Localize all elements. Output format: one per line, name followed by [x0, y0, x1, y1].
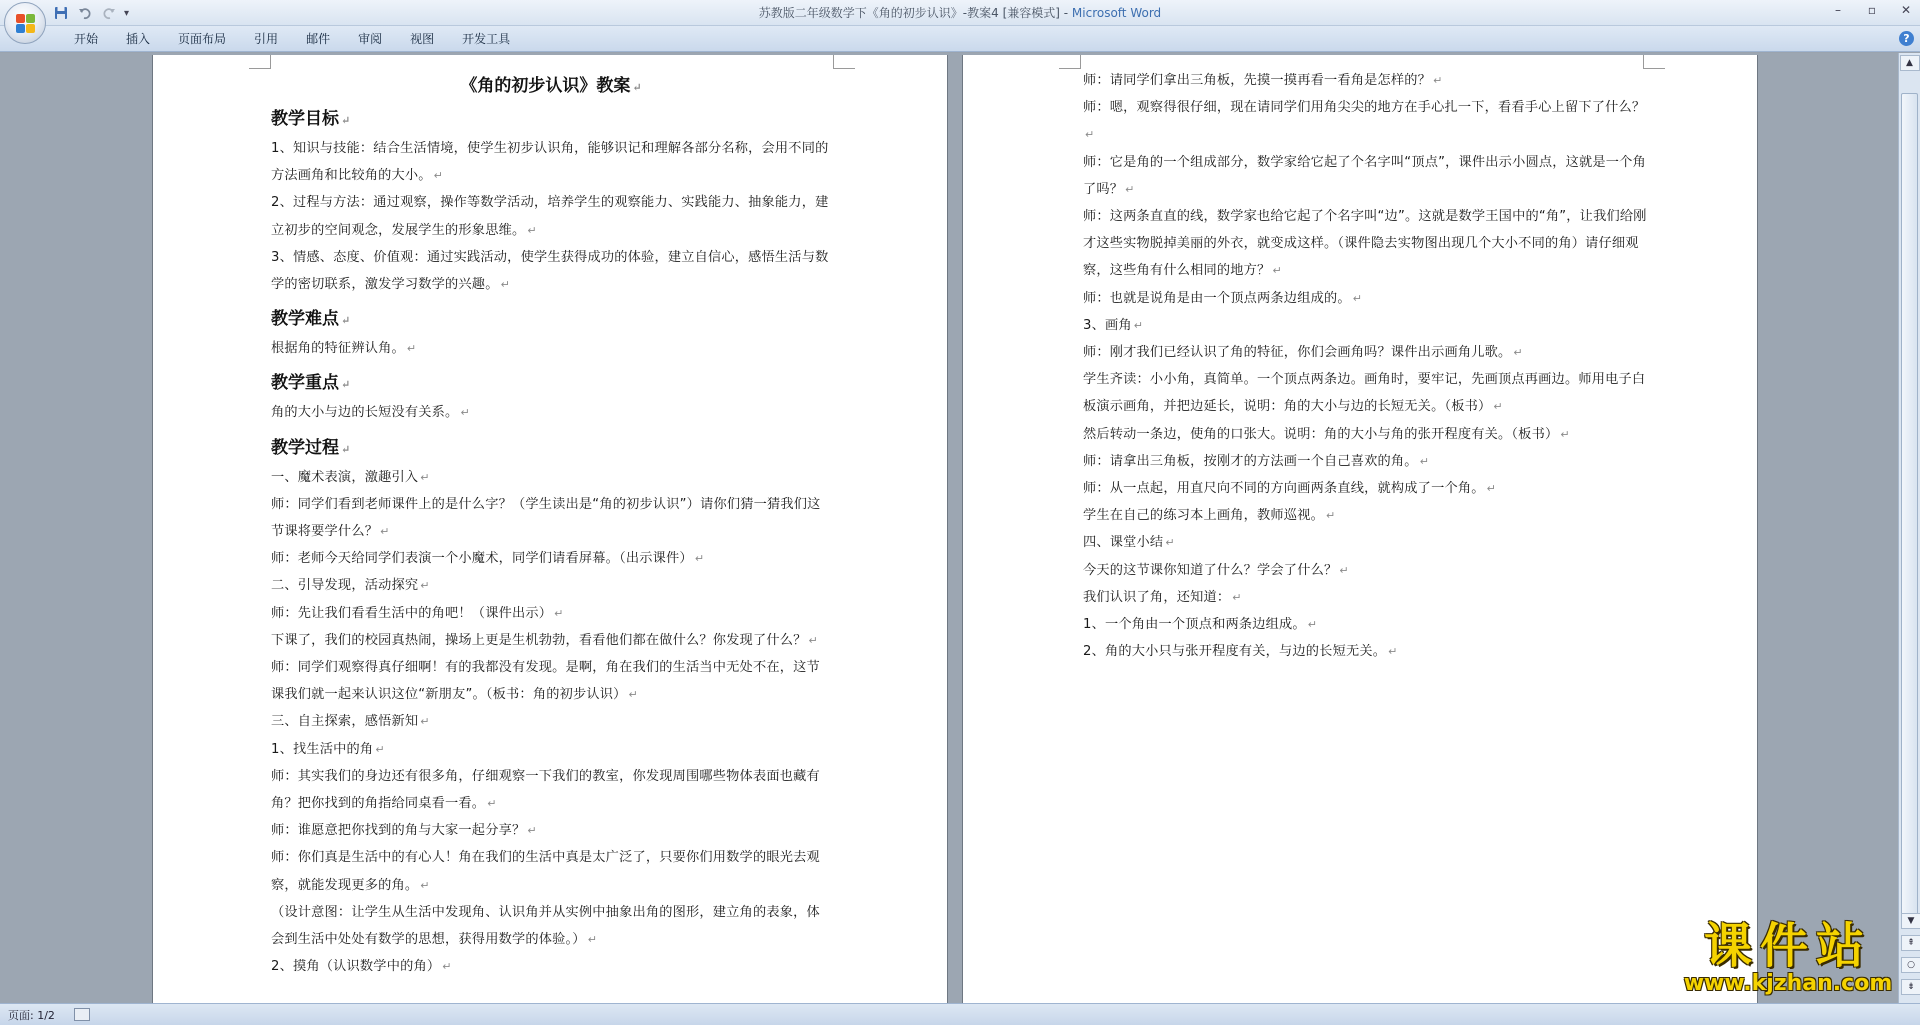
watermark-logo [1668, 920, 1908, 996]
paragraph [1083, 366, 1648, 420]
paragraph [271, 817, 831, 844]
paragraph-text: 师：也就是说角是由一个顶点两条边组成的。 [1083, 290, 1351, 306]
document-workspace [0, 53, 1898, 1003]
paragraph [271, 572, 831, 599]
paragraph-text: 3、情感、态度、价值观：通过实践活动，使学生获得成功的体验，建立自信心，感悟生活与数学的密切联系，激发学习数学的兴趣。 [271, 249, 829, 293]
paragraph [271, 600, 831, 627]
paragraph-mark: ↵ [375, 742, 385, 756]
paragraph-mark: ↵ [808, 633, 818, 647]
paragraph-mark: ↵ [341, 442, 351, 456]
section-heading [271, 104, 831, 129]
scroll-up-icon[interactable]: ▲ [1900, 55, 1920, 71]
paragraph-mark: ↵ [1513, 346, 1523, 360]
paragraph-text: 三、自主探索，感悟新知 [271, 714, 419, 730]
window-controls [1830, 2, 1914, 18]
document-title [271, 71, 831, 96]
paragraph [1083, 312, 1648, 339]
margin-corner-mark [833, 55, 855, 69]
section-heading [271, 368, 831, 393]
paragraph-mark: ↵ [420, 470, 430, 484]
paragraph-mark: ↵ [500, 278, 511, 292]
paragraph-mark: ↵ [527, 223, 537, 237]
paragraph [1083, 67, 1648, 94]
ribbon-tab[interactable]: 页面布局 [178, 32, 227, 46]
paragraph-text: 3、画角 [1083, 317, 1132, 333]
paragraph-text: 角的大小与边的长短没有关系。 [271, 405, 459, 421]
ribbon-tabs [60, 30, 524, 48]
paragraph [271, 189, 831, 243]
section-heading [271, 433, 831, 458]
paragraph-mark: ↵ [487, 797, 497, 811]
paragraph-text: 二、引导发现，活动探究 [271, 578, 419, 594]
paragraph-text: 教学过程 [271, 437, 339, 458]
paragraph-text: 师：同学们观察得真仔细啊！有的我都没有发现。是啊，角在我们的生活当中无处不在，这节课我们就一起来认识这位“新朋友”。（板书：角的初步认识） [271, 660, 820, 703]
paragraph-mark: ↵ [1388, 645, 1398, 659]
paragraph [271, 708, 831, 735]
paragraph-mark: ↵ [1433, 74, 1443, 87]
paragraph-text: 根据角的特征辨认角。 [271, 341, 405, 357]
paragraph-text: 今天的这节课你知道了什么？学会了什么？ [1083, 562, 1338, 578]
paragraph-mark: ↵ [694, 552, 705, 566]
paragraph-text: 师：这两条直直的线，数学家也给它起了个名字叫“边”。这就是数学王国中的“角”，让我们给刚才这些实物脱掉美丽的外衣，就变成这样。（课件隐去实物图出现几个大小不同的角）请仔细观察，这些角有什么相同的地方？ [1083, 209, 1647, 279]
paragraph [271, 844, 831, 898]
customize-qat-icon[interactable]: ▾ [124, 7, 130, 19]
paragraph-mark: ↵ [406, 342, 417, 356]
paragraph [271, 899, 831, 953]
paragraph [1083, 638, 1648, 665]
next-page-icon[interactable]: ⇟ [1901, 979, 1920, 995]
paragraph [1083, 339, 1648, 366]
paragraph-mark: ↵ [1085, 128, 1095, 142]
paragraph [1083, 584, 1648, 611]
minimize-icon[interactable]: – [1835, 3, 1841, 17]
status-bar [0, 1003, 1920, 1025]
paragraph-mark: ↵ [1307, 618, 1318, 632]
paragraph-text: 师：其实我们的身边还有很多角，仔细观察一下我们的教室，你发现周围哪些物体表面也藏有角？把你找到的角指给同桌看一看。 [271, 768, 820, 812]
paragraph-mark: ↵ [632, 81, 642, 94]
margin-corner-mark [249, 55, 271, 69]
browse-object-icon[interactable]: ○ [1901, 957, 1920, 973]
paragraph [271, 736, 831, 763]
paragraph-mark: ↵ [420, 715, 430, 729]
paragraph [1083, 421, 1648, 448]
paragraph-mark: ↵ [1352, 291, 1363, 305]
paragraph-mark: ↵ [1325, 509, 1336, 523]
paragraph [1083, 557, 1648, 584]
paragraph-text: 1、知识与技能：结合生活情境，使学生初步认识角，能够识记和理解各部分名称，会用不同的方法画角和比较角的大小。 [271, 141, 829, 184]
paragraph [1083, 285, 1648, 312]
page-indicator[interactable]: 页面: 1/2 [8, 1009, 55, 1022]
ribbon-tab[interactable]: 引用 [254, 32, 279, 46]
section-heading [271, 304, 831, 329]
paragraph-mark: ↵ [1232, 590, 1242, 604]
paragraph-text: 师：谁愿意把你找到的角与大家一起分享？ [271, 823, 526, 839]
paragraph-text: 教学难点 [271, 309, 339, 330]
ribbon-tab[interactable]: 插入 [126, 32, 151, 46]
paragraph [1083, 448, 1648, 475]
paragraph-text: 1、一个角由一个顶点和两条边组成。 [1083, 617, 1306, 633]
paragraph [271, 491, 831, 545]
paragraph-text: 师：它是角的一个组成部分，数学家给它起了个名字叫“顶点”，课件出示小圆点，这就是一个角了吗？ [1083, 154, 1646, 197]
paragraph [271, 135, 831, 189]
page-1-content [271, 55, 831, 980]
paragraph-mark: ↵ [442, 960, 452, 974]
document-title-text: 《角的初步认识》教案 [460, 76, 631, 96]
paragraph [1083, 203, 1648, 285]
paragraph [271, 654, 831, 708]
document-page-2[interactable] [962, 55, 1758, 1003]
window-title-doc: 苏教版二年级数学下《角的初步认识》-教案4 [兼容模式] - [758, 6, 1072, 20]
paragraph [1083, 502, 1648, 529]
paragraph-mark: ↵ [1125, 182, 1135, 196]
paragraph-mark: ↵ [1165, 536, 1175, 550]
ribbon-tab[interactable]: 视图 [410, 32, 435, 46]
proofing-icon[interactable] [74, 1008, 90, 1021]
paragraph-text: 师：请同学们拿出三角板，先摸一摸再看一看角是怎样的？ [1083, 73, 1432, 88]
paragraph [1083, 475, 1648, 502]
watermark-url: www.kjzhan.com [1683, 971, 1893, 996]
page-2-content [1083, 55, 1648, 665]
office-logo-icon [16, 14, 36, 34]
paragraph-text: 学生齐读：小小角，真简单。一个顶点两条边。画角时，要牢记，先画顶点再画边。师用电子白板演示画角，并把边延长，说明：角的大小与边的长短无关。（板书） [1083, 372, 1646, 415]
paragraph-text: 师：同学们看到老师课件上的是什么字？（学生读出是“角的初步认识”）请你们猜一猜我们这节课将要学什么？ [271, 496, 821, 540]
paragraph-text: 然后转动一条边，使角的口张大。说明：角的大小与角的张开程度有关。（板书） [1083, 426, 1559, 442]
ribbon-tab[interactable]: 开发工具 [462, 32, 511, 46]
paragraph-mark: ↵ [1486, 482, 1497, 496]
paragraph-mark: ↵ [420, 878, 430, 892]
paragraph-mark: ↵ [1419, 454, 1430, 468]
paragraph-text: 教学重点 [271, 373, 339, 394]
paragraph [271, 763, 831, 817]
paragraph-mark: ↵ [1493, 400, 1503, 414]
window-title [0, 4, 1920, 21]
paragraph-mark: ↵ [341, 314, 351, 328]
margin-corner-mark [1059, 55, 1081, 69]
title-bar [0, 0, 1920, 26]
ribbon [0, 26, 1920, 52]
paragraph [1083, 149, 1648, 203]
paragraph [1083, 529, 1648, 556]
window-title-app: Microsoft Word [1071, 6, 1162, 20]
paragraph [271, 953, 831, 980]
paragraph-mark: ↵ [1272, 264, 1282, 278]
paragraph-text: 师：从一点起，用直尺向不同的方向画两条直线，就构成了一个角。 [1083, 481, 1485, 497]
ribbon-tab[interactable]: 邮件 [306, 32, 331, 46]
paragraph-text: 四、课堂小结 [1083, 535, 1164, 551]
close-icon[interactable]: ✕ [1900, 3, 1912, 17]
paragraph-text: 一、魔术表演，激趣引入 [271, 469, 419, 485]
paragraph-mark: ↵ [1133, 318, 1144, 332]
paragraph-mark: ↵ [341, 114, 351, 127]
paragraph-mark: ↵ [628, 688, 638, 702]
scrollbar-thumb[interactable] [1901, 93, 1918, 923]
paragraph-text: 下课了，我们的校园真热闹，操场上更是生机勃勃，看看他们都在做什么？你发现了什么？ [271, 632, 807, 648]
paragraph-text: （设计意图：让学生从生活中发现角、认识角并从实例中抽象出角的图形，建立角的表象，体会到生活中处处有数学的思想，获得用数学的体验。） [271, 904, 820, 948]
paragraph-text: 师：你们真是生活中的有心人！角在我们的生活中真是太广泛了，只要你们用数学的眼光去观察，就能发现更多的角。 [271, 850, 820, 893]
paragraph-text: 2、角的大小只与张开程度有关，与边的长短无关。 [1083, 644, 1387, 660]
paragraph-mark: ↵ [380, 525, 390, 539]
vertical-scrollbar[interactable] [1898, 53, 1920, 1003]
paragraph-text: 师：嗯，观察得很仔细，现在请同学们用角尖尖的地方在手心扎一下，看看手心上留下了什么？ [1083, 100, 1646, 116]
paragraph [271, 545, 831, 572]
paragraph [271, 627, 831, 654]
paragraph-text: 教学目标 [271, 109, 339, 129]
paragraph [271, 244, 831, 298]
paragraph-mark: ↵ [587, 933, 598, 947]
paragraph [271, 399, 831, 426]
office-button[interactable] [4, 2, 46, 44]
previous-page-icon[interactable]: ⇞ [1901, 935, 1920, 951]
paragraph-mark: ↵ [420, 579, 430, 593]
paragraph-text: 2、摸角（认识数学中的角） [271, 959, 441, 975]
paragraph-mark: ↵ [554, 606, 564, 620]
maximize-icon[interactable]: ▫ [1867, 3, 1877, 17]
paragraph [1083, 611, 1648, 638]
paragraph-text: 学生在自己的练习本上画角，教师巡视。 [1083, 508, 1324, 524]
paragraph [271, 335, 831, 362]
paragraph-text: 我们认识了角，还知道： [1083, 589, 1231, 605]
paragraph-mark: ↵ [527, 824, 537, 838]
paragraph-mark: ↵ [433, 169, 444, 183]
paragraph-text: 2、过程与方法：通过观察，操作等数学活动，培养学生的观察能力、实践能力、抽象能力，建立初步的空间观念，发展学生的形象思维。 [271, 195, 829, 238]
scroll-down-icon[interactable]: ▼ [1901, 913, 1920, 929]
paragraph [271, 464, 831, 491]
paragraph-mark: ↵ [460, 406, 470, 420]
paragraph-text: 师：老师今天给同学们表演一个小魔术，同学们请看屏幕。（出示课件） [271, 551, 693, 567]
paragraph-text: 1、找生活中的角 [271, 741, 374, 757]
paragraph [1083, 94, 1648, 148]
paragraph-text: 师：先让我们看看生活中的角吧！（课件出示） [271, 605, 553, 621]
ribbon-tab[interactable]: 开始 [74, 32, 99, 46]
paragraph-mark: ↵ [341, 378, 351, 392]
help-icon[interactable]: ? [1899, 31, 1914, 46]
paragraph-text: 师：请拿出三角板，按刚才的方法画一个自己喜欢的角。 [1083, 453, 1418, 469]
paragraph-text: 师：刚才我们已经认识了角的特征，你们会画角吗？课件出示画角儿歌。 [1083, 345, 1512, 361]
document-page-1[interactable] [152, 55, 948, 1003]
paragraph-mark: ↵ [1560, 427, 1570, 441]
paragraph-mark: ↵ [1339, 563, 1349, 577]
watermark-main-text: 课件站 [1703, 918, 1872, 974]
ribbon-tab[interactable]: 审阅 [358, 32, 383, 46]
